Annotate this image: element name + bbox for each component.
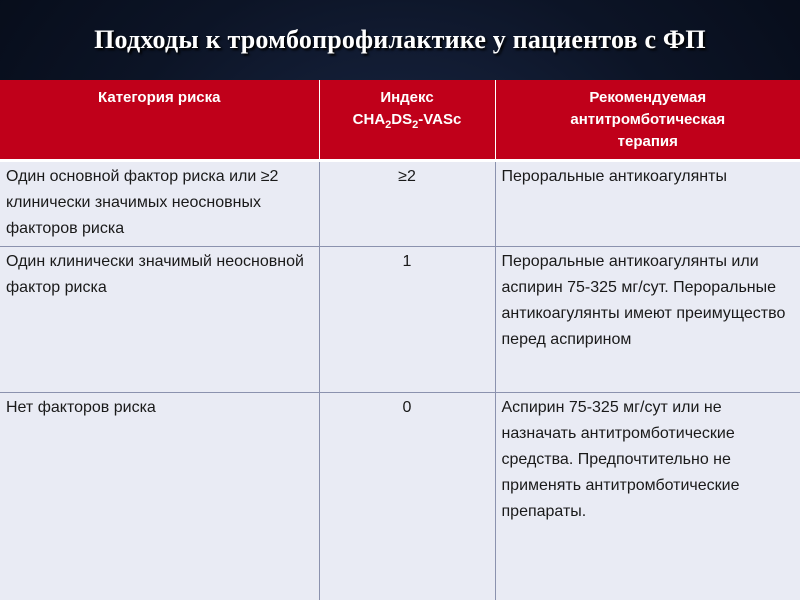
header-index-sub2: 2 bbox=[412, 119, 419, 131]
header-index-sub1: 2 bbox=[385, 119, 392, 131]
row-therapy: Аспирин 75-325 мг/сут или не назначать антитромботические средства. Предпочтительно не применять антитромботические препараты. bbox=[495, 393, 800, 600]
header-index bbox=[319, 80, 495, 161]
header-therapy-line2: антитромботическая bbox=[570, 111, 726, 128]
header-therapy-line1: Рекомендуемая bbox=[589, 89, 707, 106]
risk-table bbox=[0, 80, 800, 600]
header-index-part3: -VASc bbox=[418, 111, 462, 128]
header-therapy bbox=[495, 80, 800, 161]
header-row bbox=[0, 80, 800, 161]
row-therapy: Пероральные антикоагулянты bbox=[495, 161, 800, 247]
row-index: ≥2 bbox=[319, 161, 495, 247]
table-row bbox=[0, 247, 800, 393]
row-index: 1 bbox=[319, 247, 495, 393]
table-row bbox=[0, 161, 800, 247]
header-index-part2: DS bbox=[391, 111, 413, 128]
row-index: 0 bbox=[319, 393, 495, 600]
row-category: Один клинически значимый неосновной фактор риска bbox=[0, 247, 319, 393]
header-category-label: Категория риска bbox=[98, 89, 221, 106]
table-body bbox=[0, 161, 800, 600]
title-bar bbox=[0, 0, 800, 80]
slide-title: Подходы к тромбопрофилактике у пациентов с ФП bbox=[94, 25, 706, 54]
row-therapy: Пероральные антикоагулянты или аспирин 75-325 мг/сут. Пероральные антикоагулянты имеют преимущество перед аспирином bbox=[495, 247, 800, 393]
row-category: Нет факторов риска bbox=[0, 393, 319, 600]
header-therapy-line3: терапия bbox=[617, 133, 678, 150]
header-category bbox=[0, 80, 319, 161]
row-category: Один основной фактор риска или ≥2 клинически значимых неосновных факторов риска bbox=[0, 161, 319, 247]
table-header bbox=[0, 80, 800, 161]
header-index-line1: Индекс bbox=[380, 89, 434, 106]
table-row bbox=[0, 393, 800, 600]
header-index-part1: CHA bbox=[352, 111, 386, 128]
